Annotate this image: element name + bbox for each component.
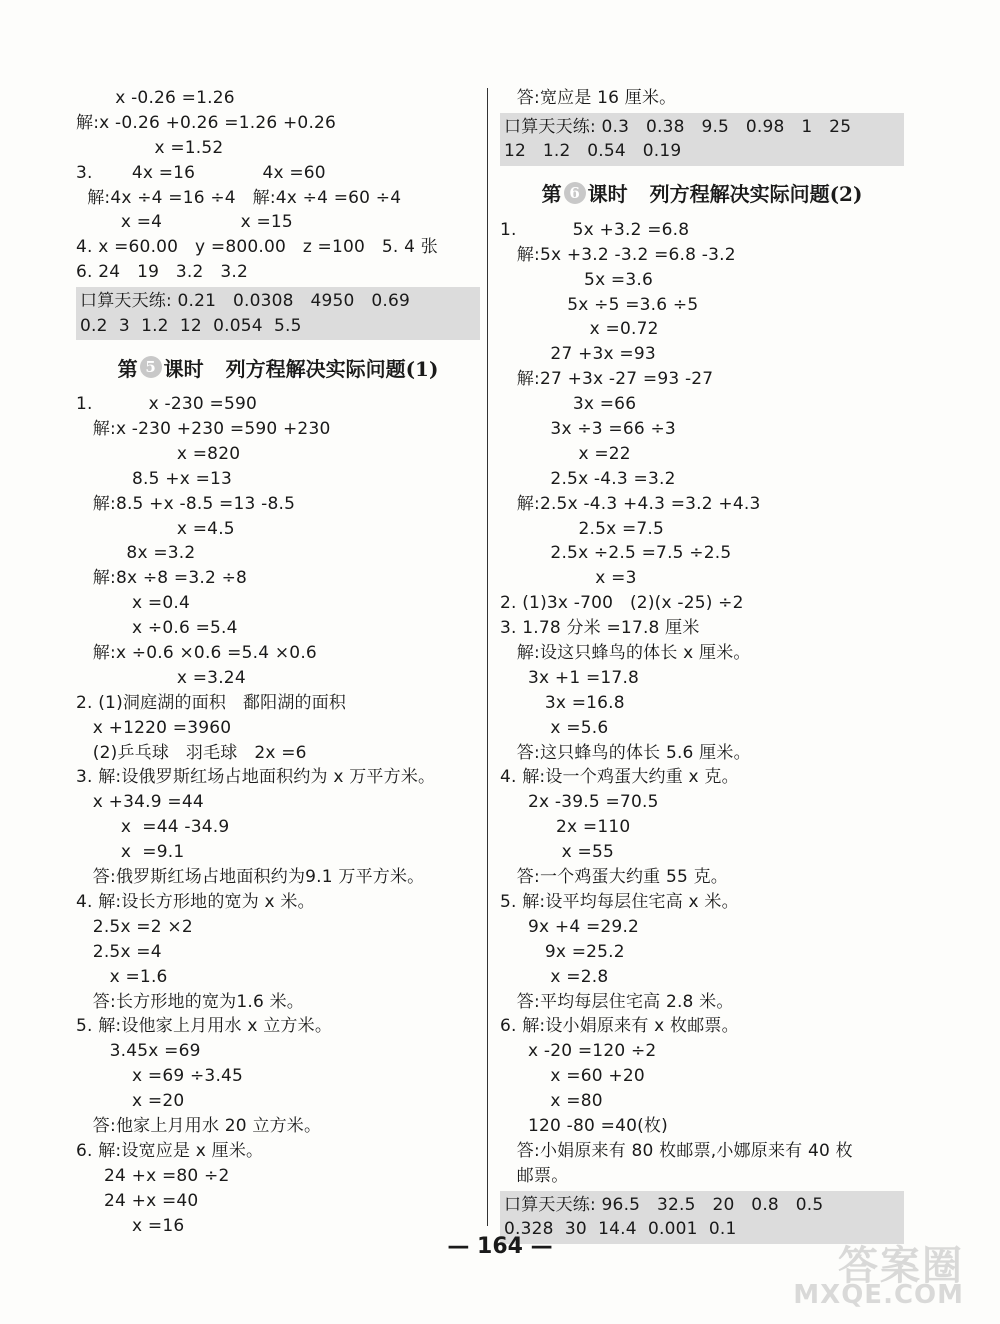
answer-line: 答:小娟原来有 80 枚邮票,小娜原来有 40 枚 — [500, 1140, 853, 1161]
answer-line: 2.5x =2 ×2 — [76, 916, 193, 937]
answer-line: (2)乒乓球 羽毛球 2x =6 — [76, 742, 307, 763]
answer-line: x =9.1 — [76, 842, 185, 863]
mental-math-line: 口算天天练: 96.5 32.5 20 0.8 0.5 — [504, 1194, 824, 1215]
answer-line: 4. 解:设长方形地的宽为 x 米。 — [76, 891, 315, 912]
answer-line: 5. 解:设他家上月用水 x 立方米。 — [76, 1016, 333, 1037]
answer-line: 解:5x +3.2 -3.2 =6.8 -3.2 — [500, 244, 736, 265]
answer-line: x =55 — [500, 842, 614, 863]
lesson-heading — [500, 168, 904, 218]
answer-line: 5. 解:设平均每层住宅高 x 米。 — [500, 891, 739, 912]
right-column — [500, 86, 904, 1246]
answer-line: 解:8.5 +x -8.5 =13 -8.5 — [76, 493, 296, 514]
answer-line: 3. 1.78 分米 =17.8 厘米 — [500, 618, 700, 639]
answer-line: 9x +4 =29.2 — [500, 916, 640, 937]
watermark-logo-text: 答案圈 — [838, 1243, 964, 1289]
answer-line: 3. 4x =16 4x =60 — [76, 162, 326, 183]
answer-line: 解:设这只蜂鸟的体长 x 厘米。 — [500, 643, 751, 664]
answer-line: 4. 解:设一个鸡蛋大约重 x 克。 — [500, 767, 739, 788]
answer-line: 8.5 +x =13 — [76, 468, 233, 489]
answer-line: 3. 解:设俄罗斯红场占地面积约为 x 万平方米。 — [76, 767, 436, 788]
answer-line: 答:宽应是 16 厘米。 — [500, 88, 677, 108]
answer-line: x =1.52 — [76, 137, 224, 158]
answer-line: 解:8x ÷8 =3.2 ÷8 — [76, 568, 248, 589]
answer-line: 解:4x ÷4 =16 ÷4 解:4x ÷4 =60 ÷4 — [76, 187, 402, 208]
answer-line: x =5.6 — [500, 717, 609, 738]
answer-line: 2. (1)洞庭湖的面积 鄱阳湖的面积 — [76, 692, 347, 713]
answer-line: 5x =3.6 — [500, 269, 654, 290]
answer-line: x +34.9 =44 — [76, 792, 204, 813]
lesson-heading — [76, 342, 480, 392]
lesson-prefix: 第 — [541, 182, 562, 207]
mental-math-line: 口算天天练: 0.21 0.0308 4950 0.69 — [80, 291, 411, 312]
answer-line: 6. 解:设宽应是 x 厘米。 — [76, 1140, 264, 1161]
answer-line: x =1.6 — [76, 966, 168, 987]
answer-line: x -0.26 =1.26 — [76, 88, 235, 108]
answer-line: 3x ÷3 =66 ÷3 — [500, 419, 676, 440]
lesson-title: 列方程解决实际问题(2) — [649, 182, 863, 207]
answer-line: 6. 解:设小娟原来有 x 枚邮票。 — [500, 1016, 739, 1037]
answer-line: 2. (1)3x -700 (2)(x -25) ÷2 — [500, 593, 744, 614]
answer-line: 解:x ÷0.6 ×0.6 =5.4 ×0.6 — [76, 643, 317, 664]
answer-line: x =3.24 — [76, 667, 246, 688]
answer-line: x -20 =120 ÷2 — [500, 1041, 657, 1062]
answer-line: x ÷0.6 =5.4 — [76, 618, 238, 639]
answer-line: 邮票。 — [500, 1165, 569, 1186]
page-number: — 164 — — [447, 1234, 553, 1259]
answer-line: x =60 +20 — [500, 1066, 645, 1087]
answer-line: 2.5x -4.3 =3.2 — [500, 468, 676, 489]
answer-line: 解:2.5x -4.3 +4.3 =3.2 +4.3 — [500, 493, 761, 514]
answer-line: 4. x =60.00 y =800.00 z =100 5. 4 张 — [76, 237, 438, 258]
watermark-url: MXQE.COM — [793, 1280, 964, 1310]
answer-line: 答:平均每层住宅高 2.8 米。 — [500, 991, 734, 1012]
mental-math-box — [500, 113, 904, 166]
answer-line: 8x =3.2 — [76, 543, 196, 564]
answer-line: x =2.8 — [500, 966, 609, 987]
answer-line: x =44 -34.9 — [76, 817, 230, 838]
lesson-number-badge: 6 — [564, 182, 586, 204]
answer-line: 1. 5x +3.2 =6.8 — [500, 219, 690, 240]
answer-line: x =69 ÷3.45 — [76, 1066, 244, 1087]
answer-line: 3.45x =69 — [76, 1041, 201, 1062]
watermark — [774, 1234, 974, 1314]
answer-line: 答:俄罗斯红场占地面积约为9.1 万平方米。 — [76, 867, 425, 888]
answer-line: x =20 — [76, 1091, 185, 1112]
answer-line: 2.5x =7.5 — [500, 518, 665, 539]
answer-line: 3x +1 =17.8 — [500, 667, 640, 688]
answer-line: 2.5x =4 — [76, 941, 162, 962]
answer-line: x =820 — [76, 443, 241, 464]
left-column — [76, 86, 480, 1238]
lesson-suffix: 课时 — [163, 356, 204, 381]
answer-line: 5x ÷5 =3.6 ÷5 — [500, 294, 699, 315]
answer-line: x =0.4 — [76, 593, 190, 614]
answer-line: x +1220 =3960 — [76, 717, 232, 738]
answer-line: 27 +3x =93 — [500, 344, 656, 365]
answer-line: x =16 — [76, 1215, 185, 1236]
lesson-suffix: 课时 — [587, 182, 628, 207]
answer-line: 答:这只蜂鸟的体长 5.6 厘米。 — [500, 742, 751, 763]
answer-line: 答:长方形地的宽为1.6 米。 — [76, 991, 304, 1012]
answer-line: 2x -39.5 =70.5 — [500, 792, 659, 813]
answer-line: x =80 — [500, 1091, 603, 1112]
answer-line: 3x =16.8 — [500, 692, 625, 713]
lesson-title: 列方程解决实际问题(1) — [225, 356, 439, 381]
answer-line: 24 +x =40 — [76, 1190, 199, 1211]
answer-line: 120 -80 =40(枚) — [500, 1115, 668, 1136]
answer-line: 解:27 +3x -27 =93 -27 — [500, 369, 714, 390]
answer-line: 2.5x ÷2.5 =7.5 ÷2.5 — [500, 543, 732, 564]
mental-math-line: 口算天天练: 0.3 0.38 9.5 0.98 1 25 — [504, 116, 852, 137]
answer-line: 解:x -0.26 +0.26 =1.26 +0.26 — [76, 112, 337, 133]
column-divider — [487, 88, 488, 1226]
answer-line: 2x =110 — [500, 817, 631, 838]
answer-line: 解:x -230 +230 =590 +230 — [76, 419, 331, 440]
answer-line: x =22 — [500, 443, 631, 464]
lesson-number-badge: 5 — [140, 356, 162, 378]
answer-line: 24 +x =80 ÷2 — [76, 1165, 230, 1186]
answer-line: x =4 x =15 — [76, 212, 293, 233]
mental-math-box — [76, 287, 480, 340]
mental-math-line: 0.328 30 14.4 0.001 0.1 — [504, 1219, 737, 1240]
mental-math-line: 12 1.2 0.54 0.19 — [504, 141, 682, 162]
answer-line: x =3 — [500, 568, 637, 589]
lesson-prefix: 第 — [117, 356, 138, 381]
mental-math-line: 0.2 3 1.2 12 0.054 5.5 — [80, 315, 302, 336]
answer-line: 1. x -230 =590 — [76, 394, 257, 415]
answer-line: 答:一个鸡蛋大约重 55 克。 — [500, 867, 728, 888]
answer-line: x =4.5 — [76, 518, 235, 539]
answer-line: x =0.72 — [500, 319, 659, 340]
answer-line: 9x =25.2 — [500, 941, 625, 962]
answer-line: 6. 24 19 3.2 3.2 — [76, 262, 248, 283]
answer-line: 3x =66 — [500, 394, 637, 415]
answer-line: 答:他家上月用水 20 立方米。 — [76, 1115, 322, 1136]
